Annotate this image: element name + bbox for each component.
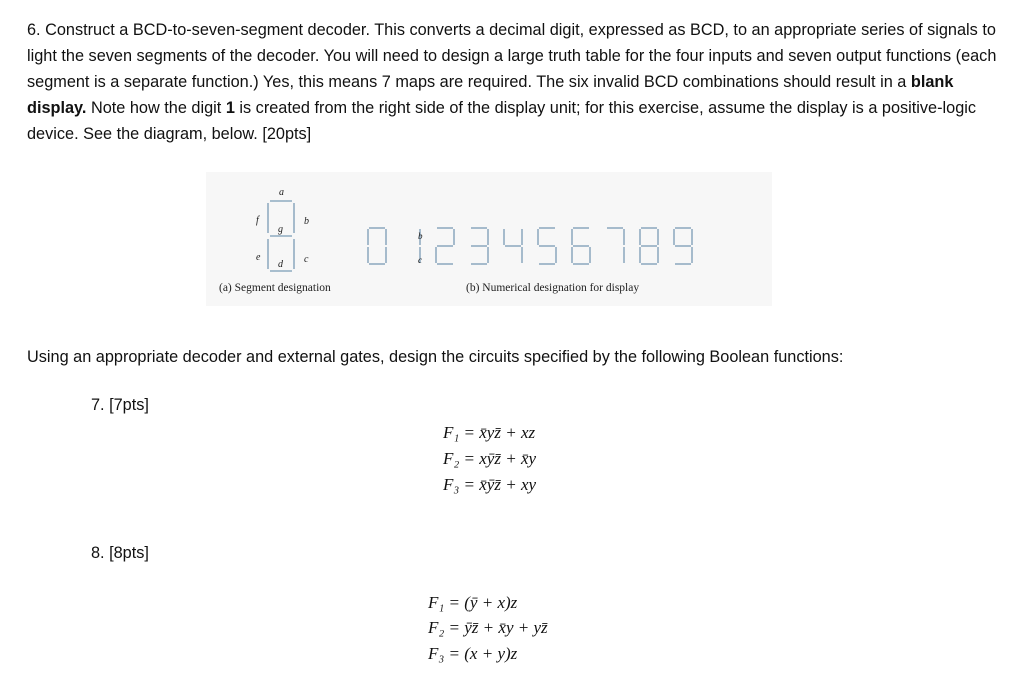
segment-label-e: e: [256, 252, 261, 263]
intro-instruction: Using an appropriate decoder and external gates, design the circuits specified by the following Boolean functions:: [27, 348, 844, 366]
digit-1-label-c: c: [418, 255, 422, 265]
problem-7-label: 7. [7pts]: [91, 396, 149, 414]
digit-3: [471, 228, 488, 264]
problem-6-text-part: Note how the digit: [86, 99, 226, 117]
seven-segment-figure: [206, 172, 772, 306]
caption-segment-designation: (a) Segment designation: [219, 282, 331, 294]
segment-label-f: f: [256, 215, 259, 226]
problem-8-equation-f2: F₂ = ȳz̄ + x̄y + yz̄: [428, 618, 548, 637]
digit-2: [436, 228, 454, 264]
segment-label-a: a: [279, 187, 284, 198]
problem-8-equation-f1: F₁ = (ȳ + x)z: [428, 593, 518, 612]
problem-6-text-part: is created from the right side of the display unit; for this exercise, assume the display is a positive-logic device. See the diagram, below. [20pts]: [27, 99, 977, 143]
digit-9: [674, 228, 692, 264]
segment-label-g: g: [278, 224, 283, 235]
problem-7-equation-f1: F₁ = x̄yz̄ + xz: [443, 423, 536, 442]
blank-display-emphasis: blank display.: [27, 73, 954, 117]
segment-label-c: c: [304, 254, 309, 265]
problem-7-equation-f2: F₂ = xȳz̄ + x̄y: [443, 449, 537, 468]
problem-6-text-part: 6. Construct a BCD-to-seven-segment decoder. This converts a decimal digit, expressed as BCD, to an appropriate series of signals to light the seven segments of the decoder. You will need to design a large truth table for the four inputs and seven output functions (each segment is a separate function.) Yes, this means 7 maps are required. The six invalid BCD combinations should result in a: [27, 21, 997, 91]
problem-7-equation-f3: F₃ = x̄ȳz̄ + xy: [443, 475, 537, 494]
segment-label-d: d: [278, 259, 283, 270]
segment-label-b: b: [304, 216, 309, 227]
problem-6-text: [27, 17, 1002, 147]
problem-8-label: 8. [8pts]: [91, 544, 149, 562]
digit-1-label-b: b: [418, 231, 423, 241]
digit-6: [572, 228, 590, 264]
digit-5: [538, 228, 556, 264]
digit-display-row: [368, 228, 692, 264]
digit-7: [607, 228, 624, 263]
digit-0: [368, 228, 386, 264]
digit-8: [640, 228, 658, 264]
digit-4: [504, 229, 522, 263]
digit-one-emphasis: 1: [225, 99, 235, 117]
problem-8-equation-f3: F₃ = (x + y)z: [428, 644, 518, 663]
caption-numerical-designation: (b) Numerical designation for display: [466, 282, 640, 294]
